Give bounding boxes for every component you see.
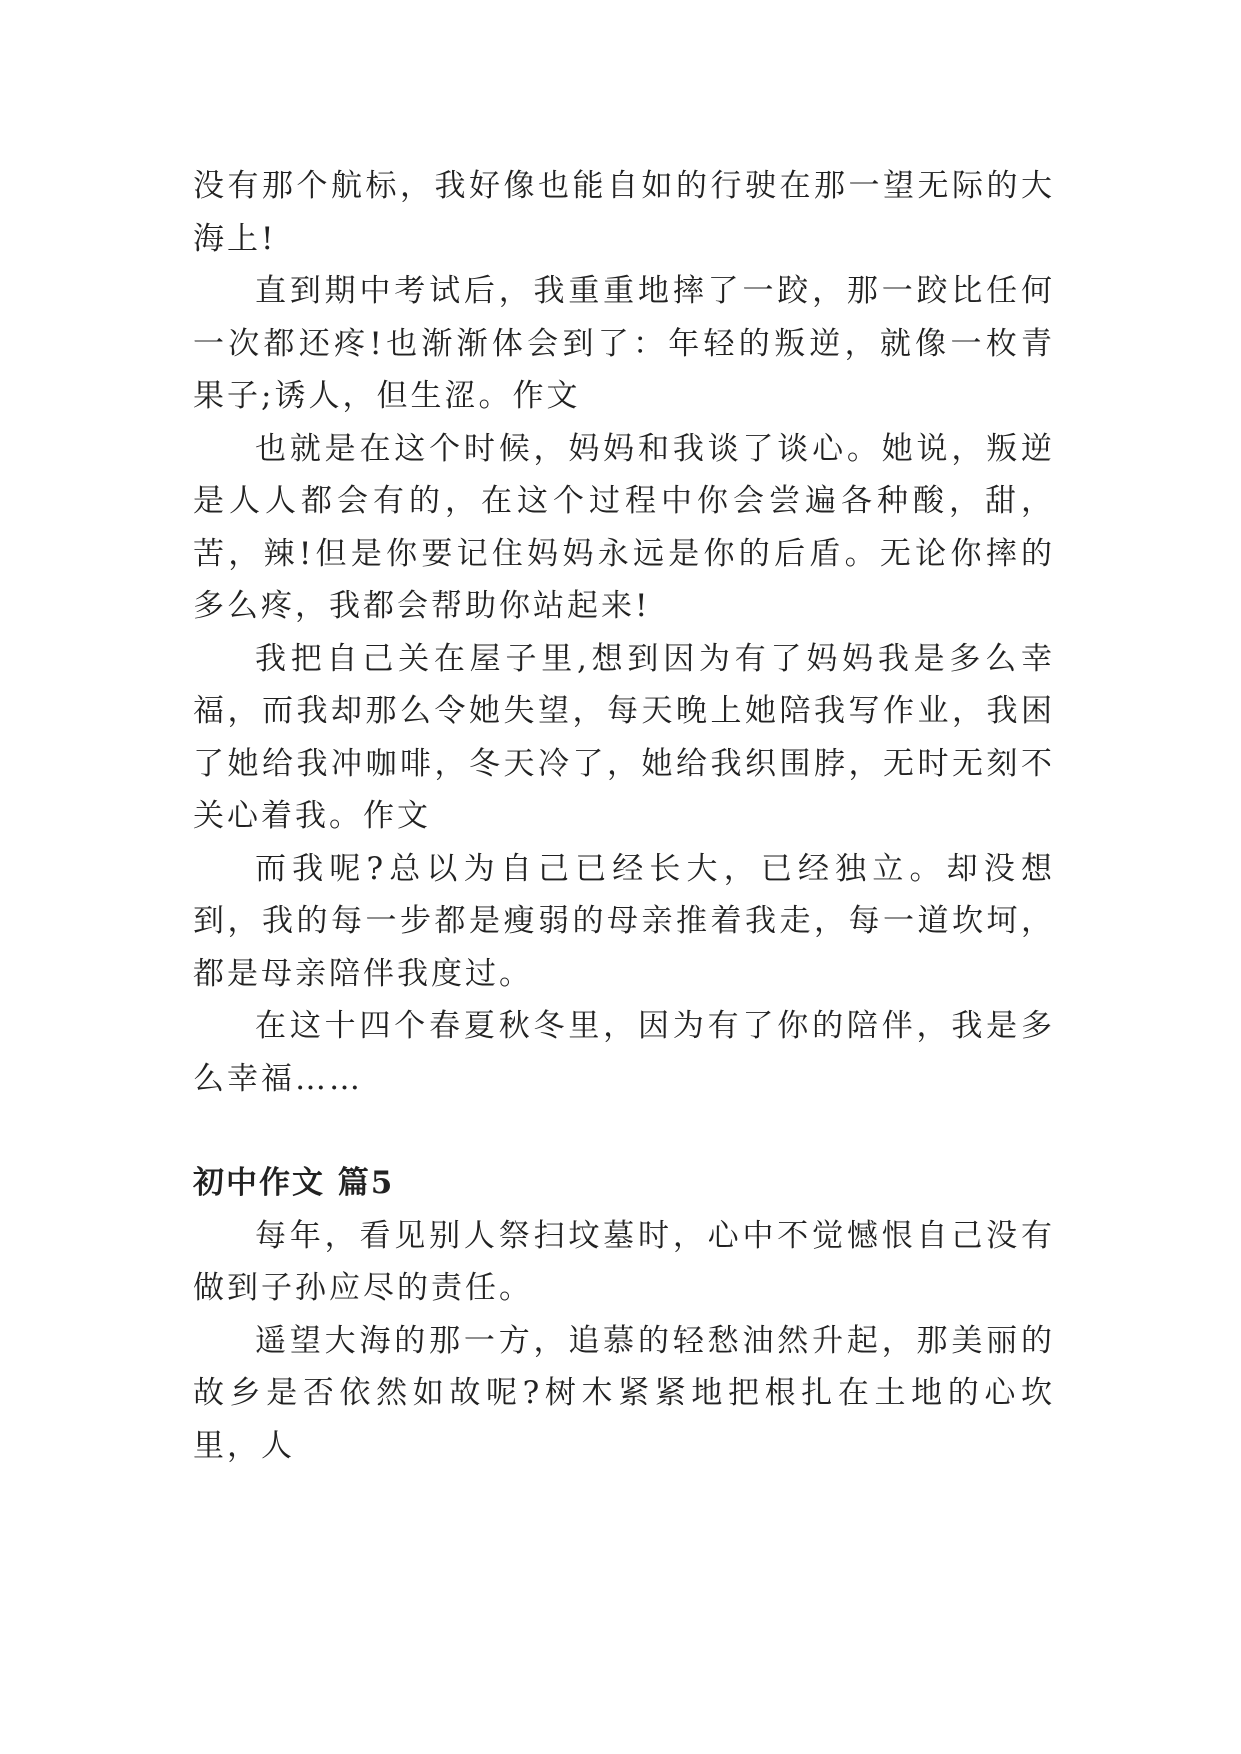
- paragraph: 也就是在这个时候，妈妈和我谈了谈心。她说，叛逆是人人都会有的，在这个过程中你会尝遍各种酸，甜，苦，辣!但是你要记住妈妈永远是你的后盾。无论你摔的多么疼，我都会帮助你站起来!: [193, 430, 1055, 624]
- paragraph: 我把自己关在屋子里,想到因为有了妈妈我是多么幸福，而我却那么令她失望，每天晚上她陪我写作业，我困了她给我冲咖啡，冬天冷了，她给我织围脖，无时无刻不关心着我。作文: [193, 640, 1055, 834]
- paragraph: 遥望大海的那一方，追慕的轻愁油然升起，那美丽的故乡是否依然如故呢?树木紧紧地把根扎在土地的心坎里，人: [193, 1322, 1055, 1464]
- document-body: [193, 160, 1055, 1472]
- paragraph: 在这十四个春夏秋冬里，因为有了你的陪伴，我是多么幸福……: [193, 1008, 1055, 1097]
- paragraph: 每年，看见别人祭扫坟墓时，心中不觉憾恨自己没有做到子孙应尽的责任。: [193, 1217, 1055, 1306]
- paragraph: 而我呢?总以为自己已经长大，已经独立。却没想到，我的每一步都是瘦弱的母亲推着我走，每一道坎坷，都是母亲陪伴我度过。: [193, 850, 1055, 992]
- paragraph: 直到期中考试后，我重重地摔了一跤，那一跤比任何一次都还疼!也渐渐体会到了：年轻的叛逆，就像一枚青果子;诱人，但生涩。作文: [193, 273, 1055, 414]
- section-heading: 初中作文 篇5: [193, 1165, 395, 1201]
- paragraph: 没有那个航标，我好像也能自如的行驶在那一望无际的大海上!: [193, 168, 1055, 257]
